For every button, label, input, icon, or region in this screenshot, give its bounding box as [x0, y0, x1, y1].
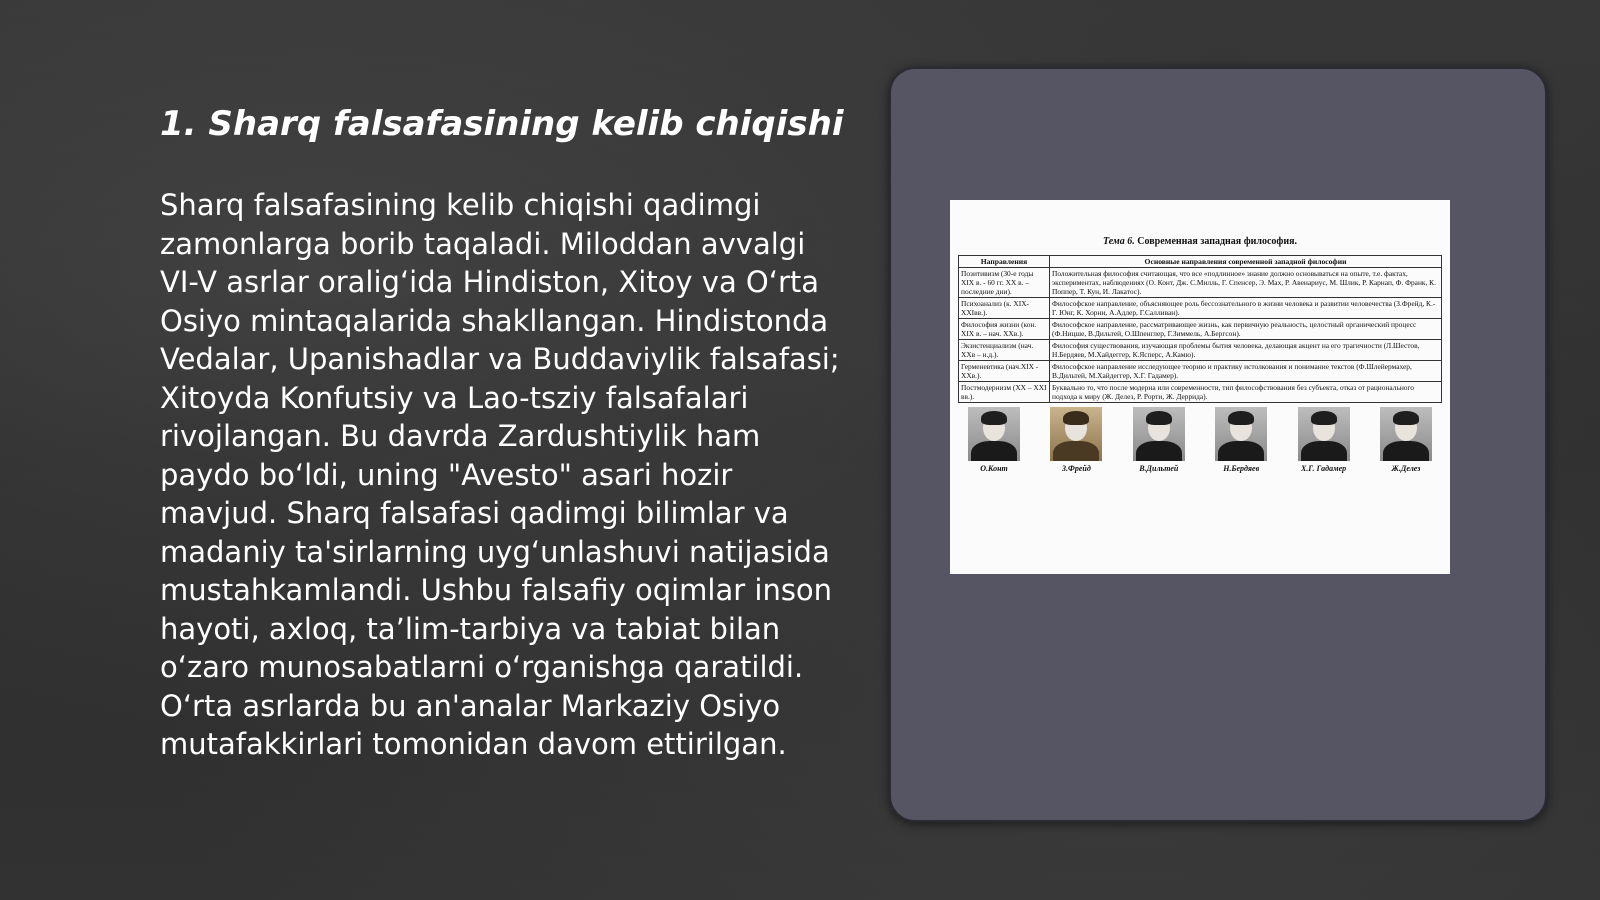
portrait-gallery — [958, 407, 1442, 473]
table-row — [959, 319, 1442, 340]
document-topic-title: Современная западная философия. — [1137, 236, 1298, 247]
table-cell-description: Буквально то, что после модерна или современности, тип философствования без субъекта, отказ от рационального подхода к миру (Ж. Делез, Р. Рорти, Ж. Деррида). — [1050, 382, 1442, 403]
table-row — [959, 340, 1442, 361]
portrait — [1207, 407, 1275, 473]
slide-title: 1. Sharq falsafasining kelib chiqishi — [160, 104, 844, 144]
table-cell-direction: Позитивизм (30-е годы XIX в. - 60 гг. XX в. – последние дни). — [959, 268, 1050, 298]
portrait — [1372, 407, 1440, 473]
table-cell-description: Философское направление, рассматривающее жизнь, как первичную реальность, целостный органический процесс (Ф.Ницше, В.Дильтей, О.Шпенглер, Г.Зиммель, А.Бергсон). — [1050, 319, 1442, 340]
table-cell-description: Философия существования, изучающая проблемы бытия человека, делающая акцент на его трагичности (Л.Шестов, Н.Бердяев, М.Хайдеггер, К.Ясперс, А.Камю). — [1050, 340, 1442, 361]
portrait-name: Х.Г. Гадамер — [1300, 464, 1347, 473]
table-cell-direction: Герменевтика (нач.XIX - XXв.). — [959, 361, 1050, 382]
table-cell-direction: Философия жизни (кон. XIX в. – нач. XXв.). — [959, 319, 1050, 340]
table-row — [959, 361, 1442, 382]
portrait-photo — [1380, 407, 1432, 461]
portrait-name: Н.Бердяев — [1223, 464, 1260, 473]
document-image — [950, 200, 1450, 574]
portrait-name: О.Конт — [980, 464, 1008, 473]
portrait-name: З.Фрейд — [1061, 464, 1091, 473]
portrait — [1290, 407, 1358, 473]
table-row — [959, 298, 1442, 319]
table-header-directions: Направления — [959, 256, 1050, 268]
portrait-photo — [1050, 407, 1102, 461]
slide-body-text: Sharq falsafasining kelib chiqishi qadimgi zamonlarga borib taqaladi. Miloddan avvalgi VI-V asrlar oralig‘ida Hindiston, Xitoy va O‘rta Osiyo mintaqalarida shakllangan. Hindistonda Vedalar, Upanishadlar va Buddaviylik falsafasi; Xitoyda Konfutsiy va Lao-tsziy falsafalari rivojlangan. Bu davrda Zardushtiylik ham paydo bo‘ldi, uning "Avesto" asari hozir mavjud. Sharq falsafasi qadimgi bilimlar va madaniy ta'sirlarning uyg‘unlashuvi natijasida mustahkamlandi. Ushbu falsafiy oqimlar inson hayoti, axloq, ta’lim-tarbiya va tabiat bilan o‘zaro munosabatlarni o‘rganishga qaratildi. O‘rta asrlarda bu an'analar Markaziy Osiyo mutafakkirlari tomonidan davom ettirilgan. — [160, 188, 840, 761]
portrait-name: В.Дильтей — [1139, 464, 1179, 473]
portrait — [960, 407, 1028, 473]
portrait-photo — [1133, 407, 1185, 461]
document-title — [958, 236, 1442, 247]
table-cell-description: Философское направление исследующее теорию и практику истолкования и понимание текстов (Ф.Шлейермахер, В.Дильтей, М.Хайдеггер, Х.Г. Гадамер). — [1050, 361, 1442, 382]
table-header-row — [959, 256, 1442, 268]
table-cell-description: Философское направление, объясняющее роль бессознательного в жизни человека и развитии человечества (З.Фрейд, К.-Г. Юнг, К. Хорни, А.Адлер, Г.Салливан). — [1050, 298, 1442, 319]
table-cell-direction: Постмодернизм (XX – XXI вв.). — [959, 382, 1050, 403]
portrait-photo — [968, 407, 1020, 461]
portrait — [1042, 407, 1110, 473]
portrait-photo — [1298, 407, 1350, 461]
table-row — [959, 268, 1442, 298]
table-cell-direction: Экзистенциализм (нач. XXв – н.д.). — [959, 340, 1050, 361]
portrait-name: Ж.Делез — [1391, 464, 1421, 473]
document-topic-prefix: Тема 6. — [1102, 236, 1135, 247]
table-header-description: Основные направления современной западной философии — [1050, 256, 1442, 268]
portrait — [1125, 407, 1193, 473]
table-cell-direction: Психоанализ (к. XIX-XXIвв.). — [959, 298, 1050, 319]
philosophy-table — [958, 255, 1442, 403]
table-cell-description: Положительная философия считающая, что все «подлинное» знание должно основываться на опыте, т.е. фактах, экспериментах, наблюдениях (О. Конт, Дж. С.Милль, Г. Спенсер, Э. Мах, Р. Авенариус, М. Шлик, Р. Карнап, Ф. Франк, К. Поппер, Т. Кун, И. Лакатос). — [1050, 268, 1442, 298]
table-row — [959, 382, 1442, 403]
portrait-photo — [1215, 407, 1267, 461]
